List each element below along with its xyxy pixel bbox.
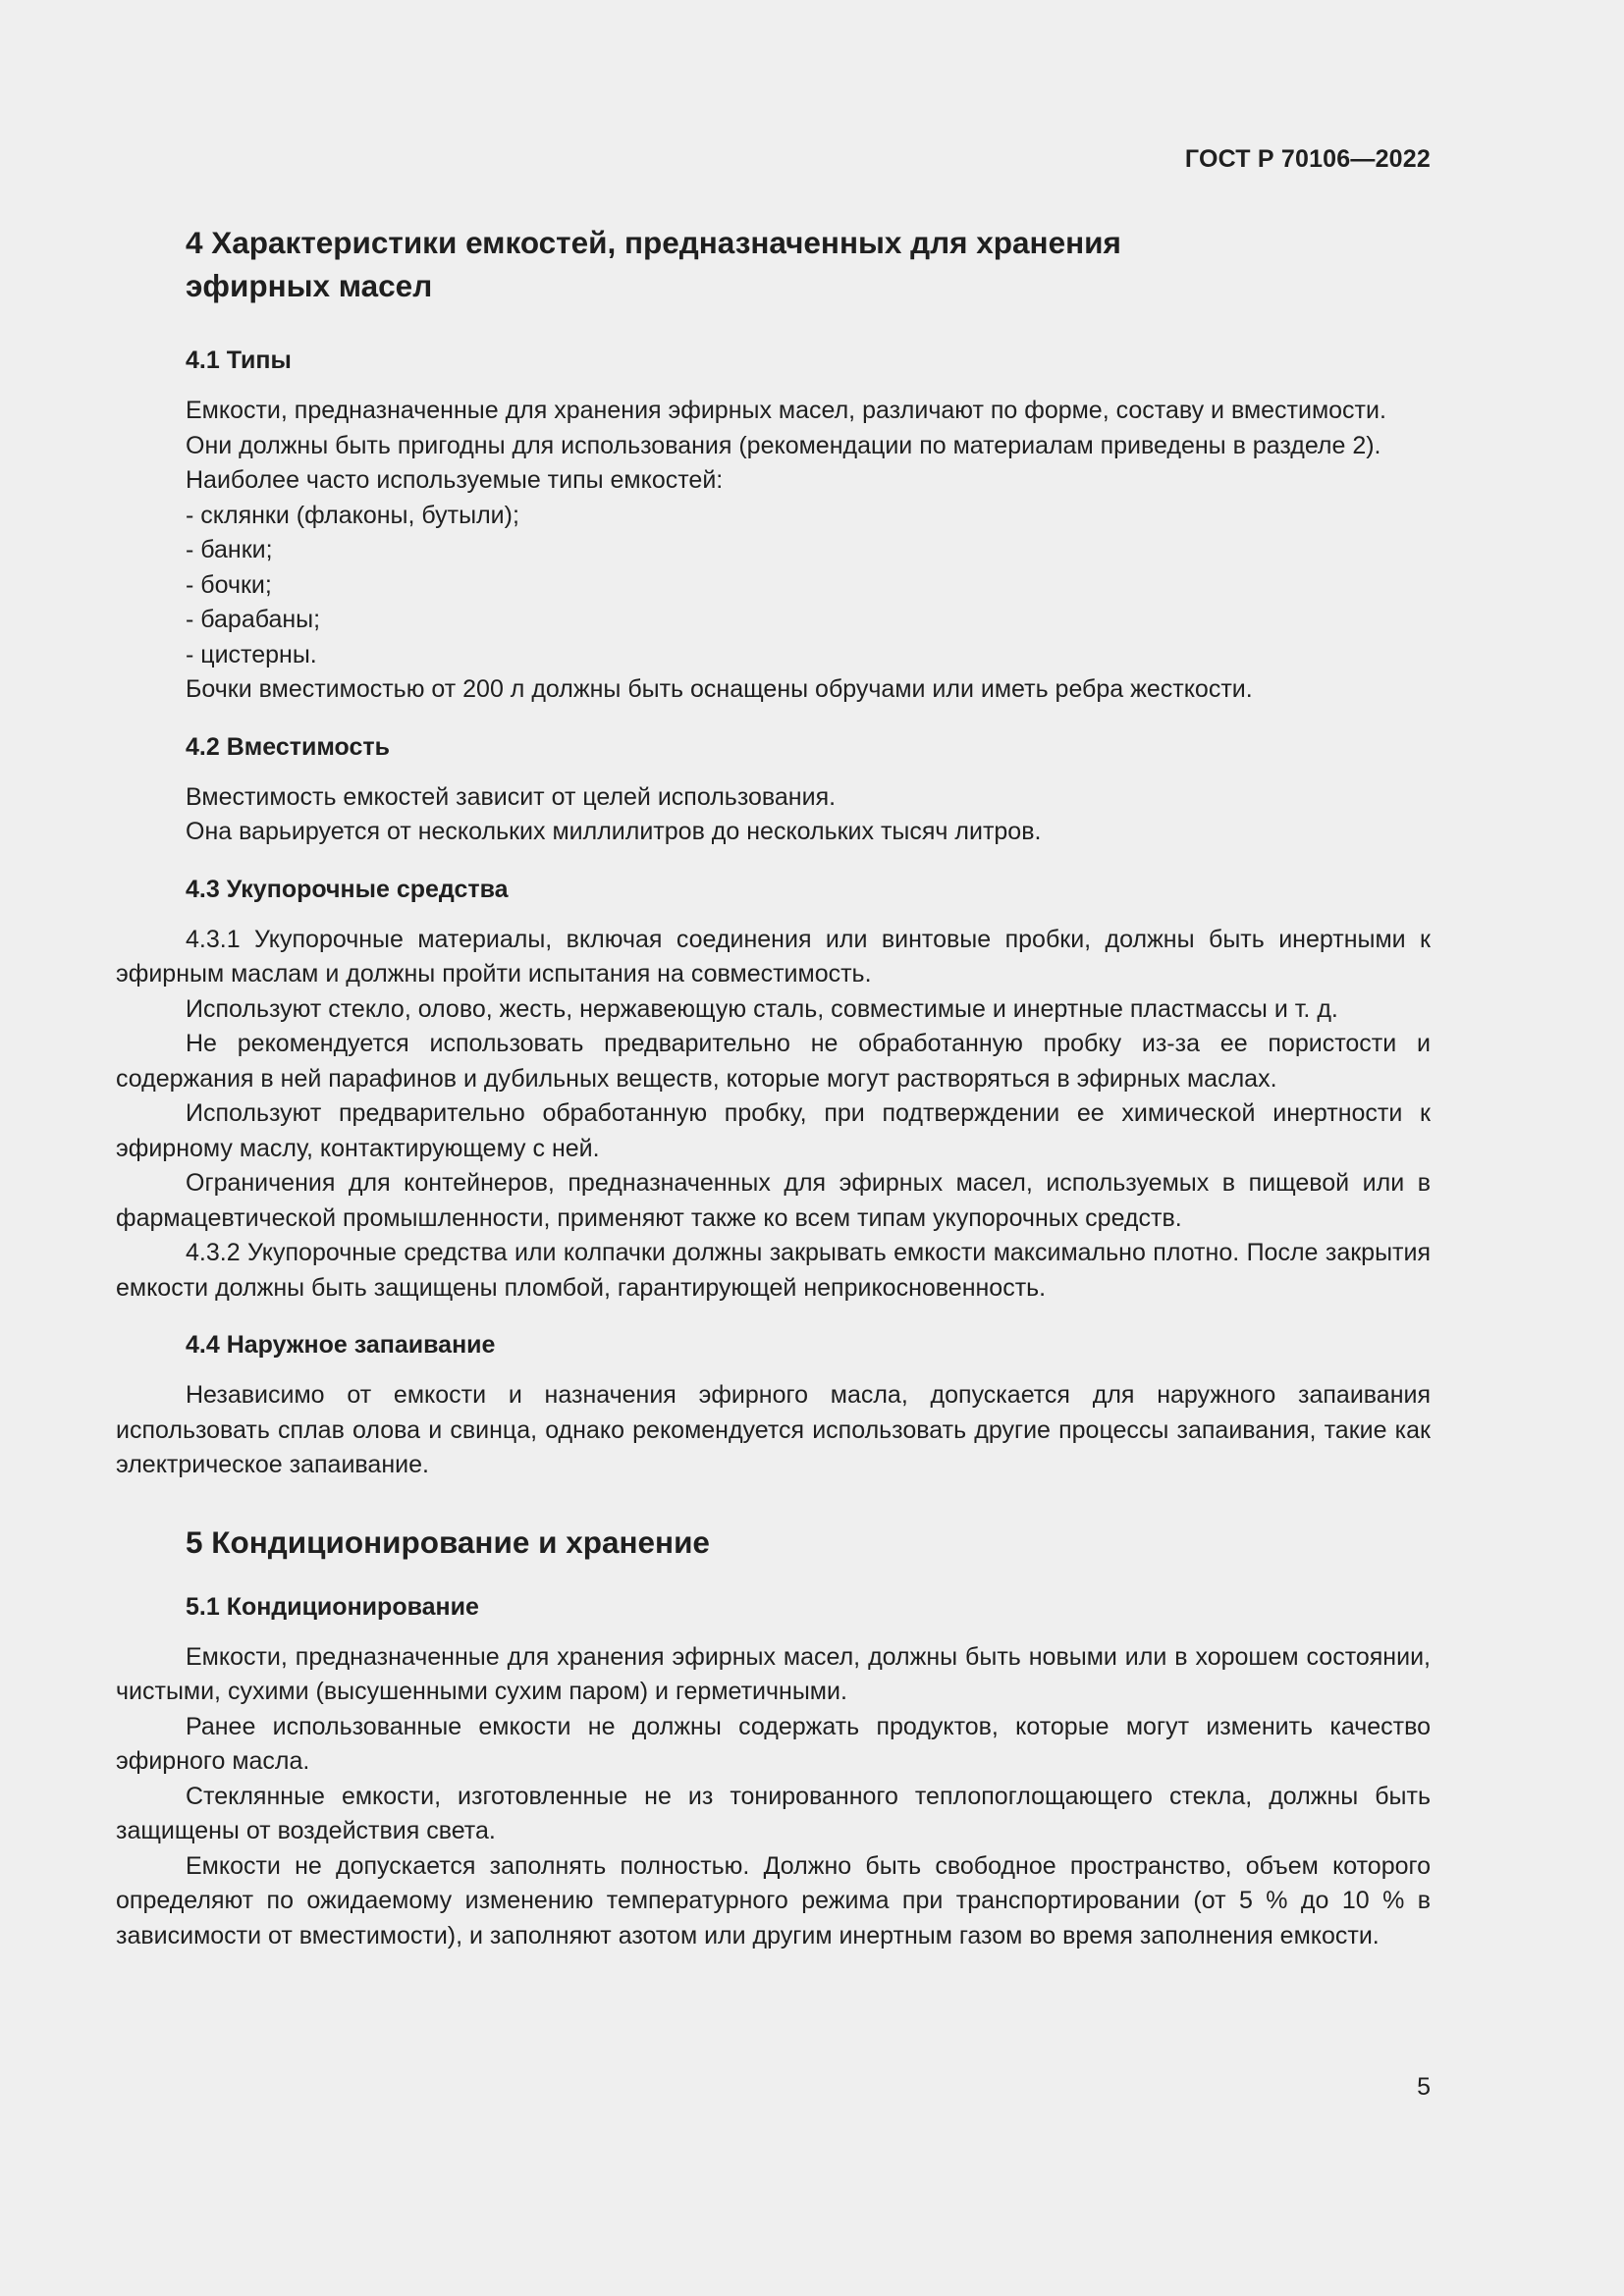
paragraph: Емкости, предназначенные для хранения эфирных масел, должны быть новыми или в хорошем состоянии, чистыми, сухими (высушенными сухим паром) и герметичными. [116, 1642, 1431, 1705]
paragraph: Емкости не допускается заполнять полностью. Должно быть свободное пространство, объем которого определяют по ожидаемому изменению температурного режима при транспортировании (от 5 % до 10 % в зависимости от вместимости), и заполняют азотом или другим инертным газом во время заполнения емкости. [116, 1851, 1431, 1949]
section-4-title [186, 221, 1431, 307]
subsection-5-1-body [116, 1640, 1431, 1954]
subsection-4-1-body [116, 394, 1431, 708]
subsection-4-2-body [116, 780, 1431, 850]
list-item: - бочки; [186, 570, 272, 599]
page-content [116, 221, 1431, 1975]
paragraph: Вместимость емкостей зависит от целей использования. [186, 782, 837, 811]
paragraph: 4.3.1 Укупорочные материалы, включая соединения или винтовые пробки, должны быть инертными к эфирным маслам и должны пройти испытания на совместимость. [116, 925, 1431, 988]
subsection-4-3-body [116, 923, 1431, 1307]
subsection-4-1-title: 4.1 Типы [186, 347, 292, 374]
paragraph: 4.3.2 Укупорочные средства или колпачки должны закрывать емкости максимально плотно. После закрытия емкости должны быть защищены пломбой, гарантирующей неприкосновенность. [116, 1239, 1431, 1302]
subsection-4-4-body [116, 1378, 1431, 1483]
paragraph: Она варьируется от нескольких миллилитров до нескольких тысяч литров. [186, 818, 1042, 845]
paragraph: Используют предварительно обработанную пробку, при подтверждении ее химической инертности к эфирному маслу, контактирующему с ней. [116, 1099, 1431, 1162]
list-item: - склянки (флаконы, бутыли); [186, 501, 519, 529]
paragraph: Наиболее часто используемые типы емкостей: [186, 466, 724, 494]
paragraph: Они должны быть пригодны для использования (рекомендации по материалам приведены в разделе 2). [186, 431, 1381, 459]
document-code: ГОСТ Р 70106—2022 [1184, 145, 1431, 173]
subsection-4-3-title: 4.3 Укупорочные средства [186, 875, 509, 903]
section-4-title-line2: эфирных масел [186, 268, 433, 303]
paragraph: Стеклянные емкости, изготовленные не из тонированного теплопоглощающего стекла, должны быть защищены от воздействия света. [116, 1782, 1431, 1844]
paragraph: Используют стекло, олово, жесть, нержавеющую сталь, совместимые и инертные пластмассы и т. д. [186, 994, 1338, 1023]
section-5-title: 5 Кондиционирование и хранение [186, 1523, 710, 1560]
list-item: - барабаны; [186, 606, 321, 633]
paragraph: Ранее использованные емкости не должны содержать продуктов, которые могут изменить качество эфирного масла. [116, 1712, 1431, 1775]
paragraph: Емкости, предназначенные для хранения эфирных масел, различают по форме, составу и вместимости. [186, 397, 1386, 424]
subsection-4-4-title: 4.4 Наружное запаивание [186, 1331, 496, 1359]
subsection-5-1-title: 5.1 Кондиционирование [186, 1592, 479, 1621]
list-item: - банки; [186, 536, 273, 563]
paragraph: Ограничения для контейнеров, предназначенных для эфирных масел, используемых в пищевой или в фармацевтической промышленности, применяют также ко всем типам укупорочных средств. [116, 1169, 1431, 1232]
paragraph: Бочки вместимостью от 200 л должны быть оснащены обручами или иметь ребра жесткости. [186, 675, 1253, 703]
section-4-title-line1: 4 Характеристики емкостей, предназначенных для хранения [186, 225, 1121, 260]
paragraph: Независимо от емкости и назначения эфирного масла, допускается для наружного запаивания использовать сплав олова и свинца, однако рекомендуется использовать другие процессы запаивания, такие как электрическое запаивание. [116, 1381, 1431, 1478]
subsection-4-2-title: 4.2 Вместимость [186, 732, 390, 761]
list-item: - цистерны. [186, 640, 317, 668]
page-number: 5 [1417, 2073, 1431, 2101]
paragraph: Не рекомендуется использовать предварительно не обработанную пробку из-за ее пористости и содержания в ней парафинов и дубильных веществ, которые могут растворяться в эфирных маслах. [116, 1030, 1431, 1093]
